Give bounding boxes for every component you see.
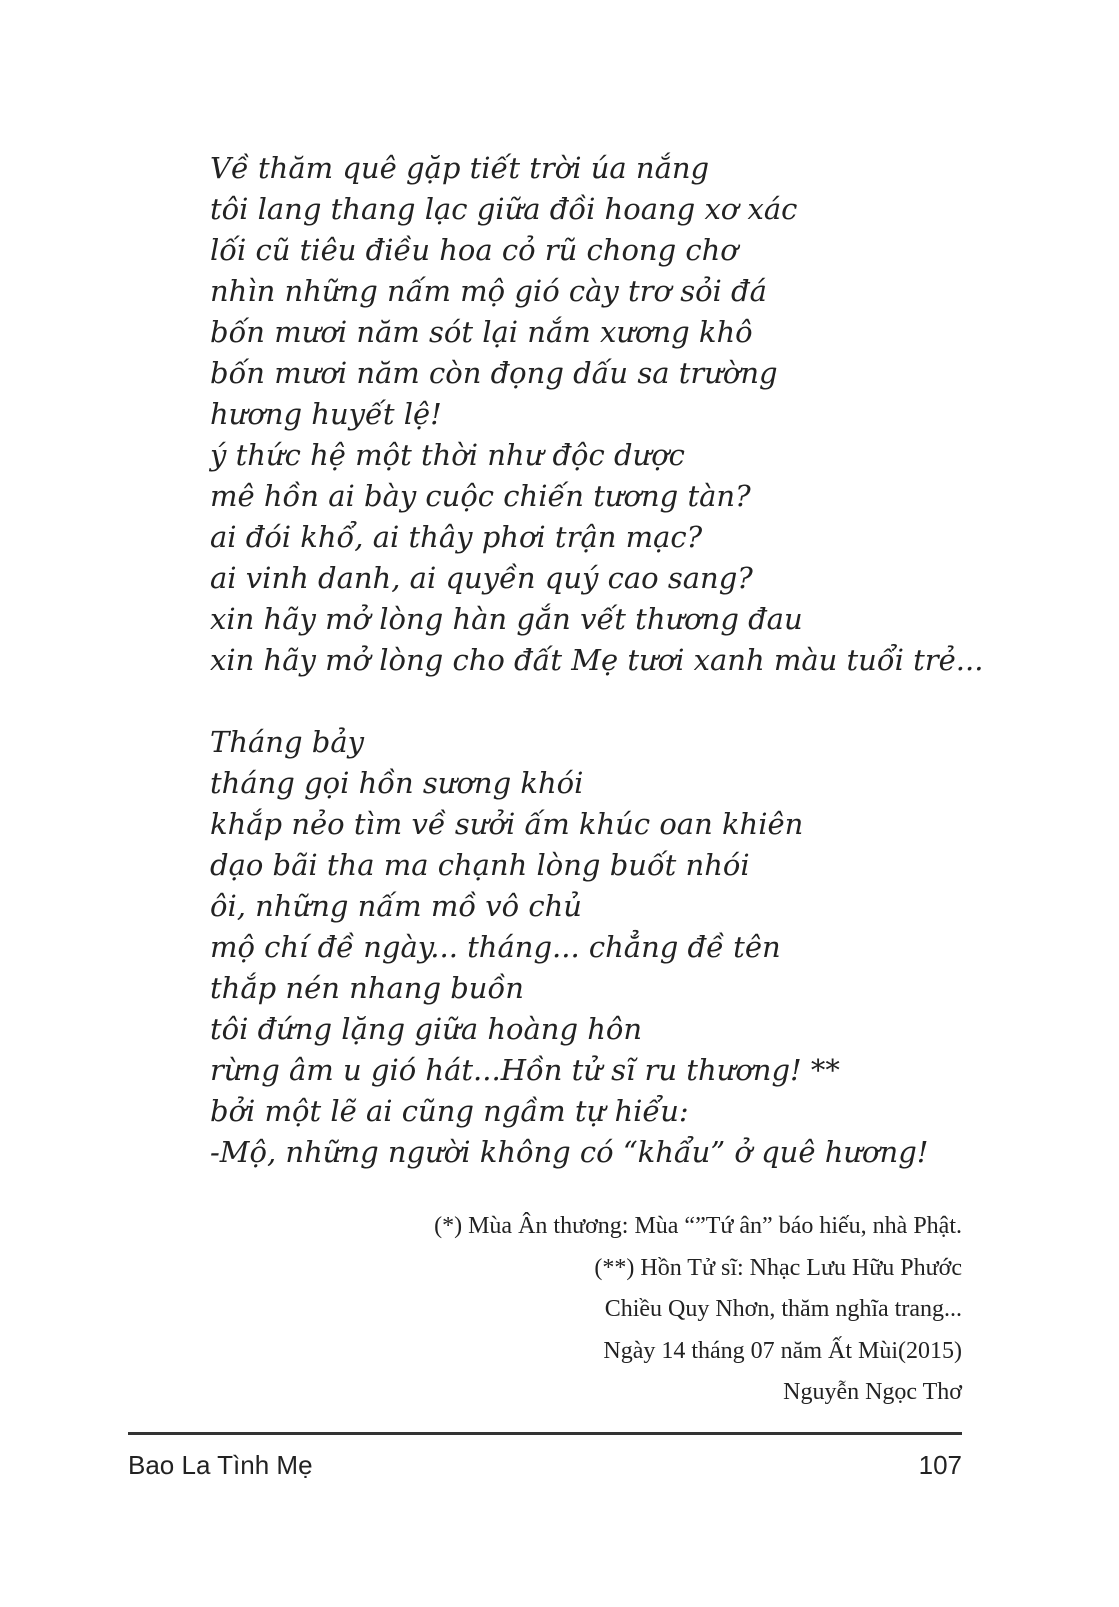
author-name: Nguyễn Ngọc Thơ: [783, 1379, 962, 1405]
footnote-2: (**) Hồn Tử sĩ: Nhạc Lưu Hữu Phước: [594, 1254, 962, 1281]
footer-divider: [128, 1432, 962, 1435]
poem-line: Tháng bảy: [210, 725, 365, 759]
poem-line: -Mộ, những người không có “khẩu” ở quê hương!: [210, 1135, 929, 1169]
poem-line: dạo bãi tha ma chạnh lòng buốt nhói: [210, 848, 750, 882]
poem-line: mê hồn ai bày cuộc chiến tương tàn?: [210, 479, 751, 513]
page-number: 107: [918, 1450, 962, 1480]
poem-line: bốn mươi năm sót lại nắm xương khô: [210, 315, 753, 349]
footnotes: [434, 1206, 962, 1414]
poem-line: thắp nén nhang buồn: [210, 971, 524, 1005]
footnote-1: (*) Mùa Ân thương: Mùa “”Tứ ân” báo hiếu, nhà Phật.: [434, 1213, 962, 1239]
poem-line: tháng gọi hồn sương khói: [210, 766, 584, 800]
poem-line: hương huyết lệ!: [210, 397, 442, 431]
poem-line: ôi, những nấm mồ vô chủ: [210, 889, 582, 923]
poem-line: ai đói khổ, ai thây phơi trận mạc?: [210, 520, 703, 554]
poem-line: bốn mươi năm còn đọng dấu sa trường: [210, 356, 778, 390]
poem-line: nhìn những nấm mộ gió cày trơ sỏi đá: [210, 274, 767, 308]
poem-line: tôi đứng lặng giữa hoàng hôn: [210, 1012, 643, 1046]
date-line: Ngày 14 tháng 07 năm Ất Mùi(2015): [603, 1337, 962, 1364]
poem-stanza-1: [210, 148, 1030, 681]
poem-line: mộ chí đề ngày... tháng... chẳng đề tên: [210, 930, 781, 964]
poem-line: Về thăm quê gặp tiết trời úa nắng: [210, 151, 710, 185]
place-line: Chiều Quy Nhơn, thăm nghĩa trang...: [604, 1296, 962, 1322]
poem-line: lối cũ tiêu điều hoa cỏ rũ chong chơ: [210, 233, 738, 267]
poem-line: xin hãy mở lòng cho đất Mẹ tươi xanh màu tuổi trẻ...: [210, 643, 984, 677]
poem-line: tôi lang thang lạc giữa đồi hoang xơ xác: [210, 192, 798, 226]
poem-line: bởi một lẽ ai cũng ngầm tự hiểu:: [210, 1094, 689, 1128]
poem-line: rừng âm u gió hát...Hồn tử sĩ ru thương! **: [210, 1053, 840, 1087]
running-footer-title: Bao La Tình Mẹ: [128, 1450, 313, 1480]
poem-line: ý thức hệ một thời như độc dược: [210, 438, 685, 472]
poem: [210, 148, 1030, 1173]
poem-line: xin hãy mở lòng hàn gắn vết thương đau: [210, 602, 803, 636]
poem-line: khắp nẻo tìm về sưởi ấm khúc oan khiên: [210, 807, 804, 841]
poem-line: ai vinh danh, ai quyền quý cao sang?: [210, 561, 753, 595]
poem-stanza-2: [210, 722, 1030, 1173]
